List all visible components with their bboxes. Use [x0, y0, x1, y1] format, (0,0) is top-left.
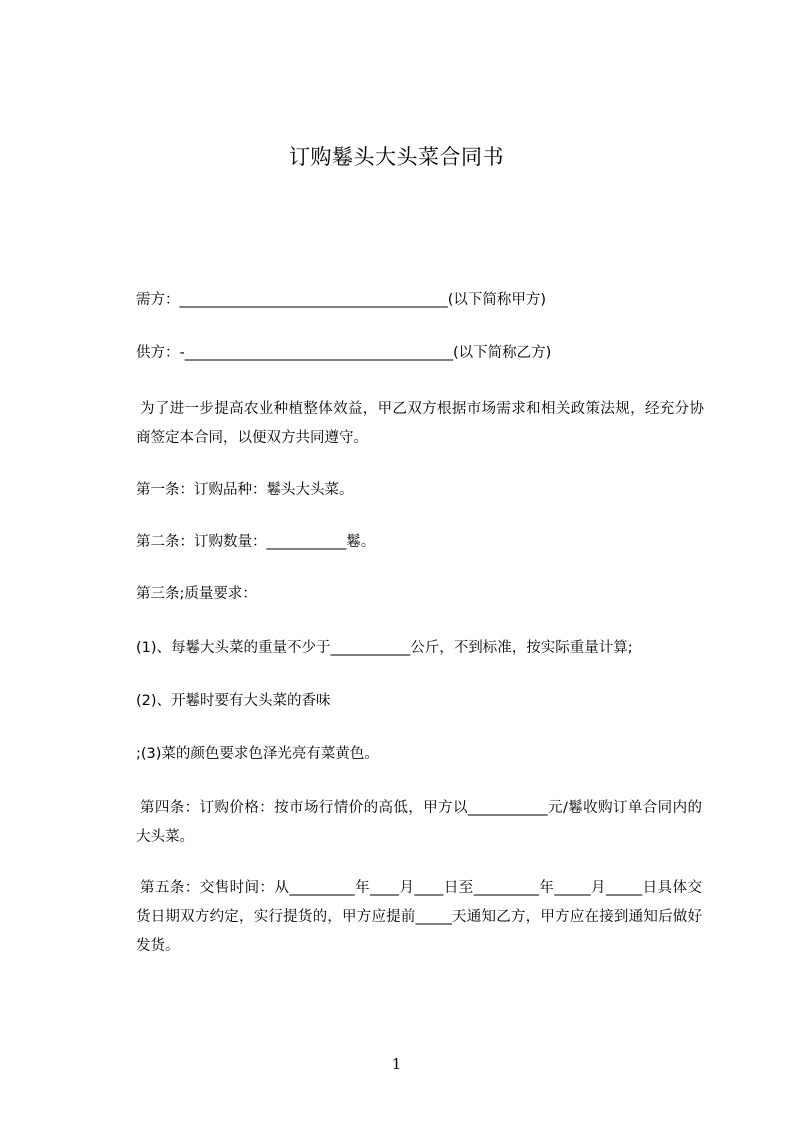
quality-item-2: (2)、开鬈时要有大头菜的香味 [136, 693, 331, 709]
quality-item-3: ;(3)菜的颜色要求色泽光亮有菜黄色。 [136, 746, 379, 762]
article-4-price: 第四条：订购价格：按市场行情价的高低，甲方以___________元/鬈收购订单合同内的大头菜。 [136, 800, 702, 845]
article-1-variety: 第一条：订购品种：鬈头大头菜。 [136, 482, 354, 498]
preamble-paragraph: 为了进一步提高农业种植整体效益，甲乙双方根据市场需求和相关政策法规，经充分协商签定本合同，以便双方共同遵守。 [136, 401, 704, 446]
page-number: 1 [391, 1055, 402, 1073]
article-5-delivery-time: 第五条：交售时间：从_________年____月____日至_________年_____月_____日具体交货日期双方约定，实行提货的，甲方应提前_____天通知乙方，甲方应在接到通知后做好发货。 [136, 880, 702, 954]
article-3-quality-heading: 第三条;质量要求： [136, 586, 257, 602]
article-2-quantity: 第二条：订购数量：___________鬈。 [136, 534, 376, 550]
quality-item-1: (1)、每鬈大头菜的重量不少于___________公斤，不到标准，按实际重量计算; [136, 640, 633, 656]
buyer-line: 需方：_____________________________________(以下简称甲方) [136, 292, 547, 308]
document-title: 订购鬈头大头菜合同书 [289, 145, 504, 169]
supplier-line: 供方：-_____________________________________(以下简称乙方) [136, 345, 552, 361]
